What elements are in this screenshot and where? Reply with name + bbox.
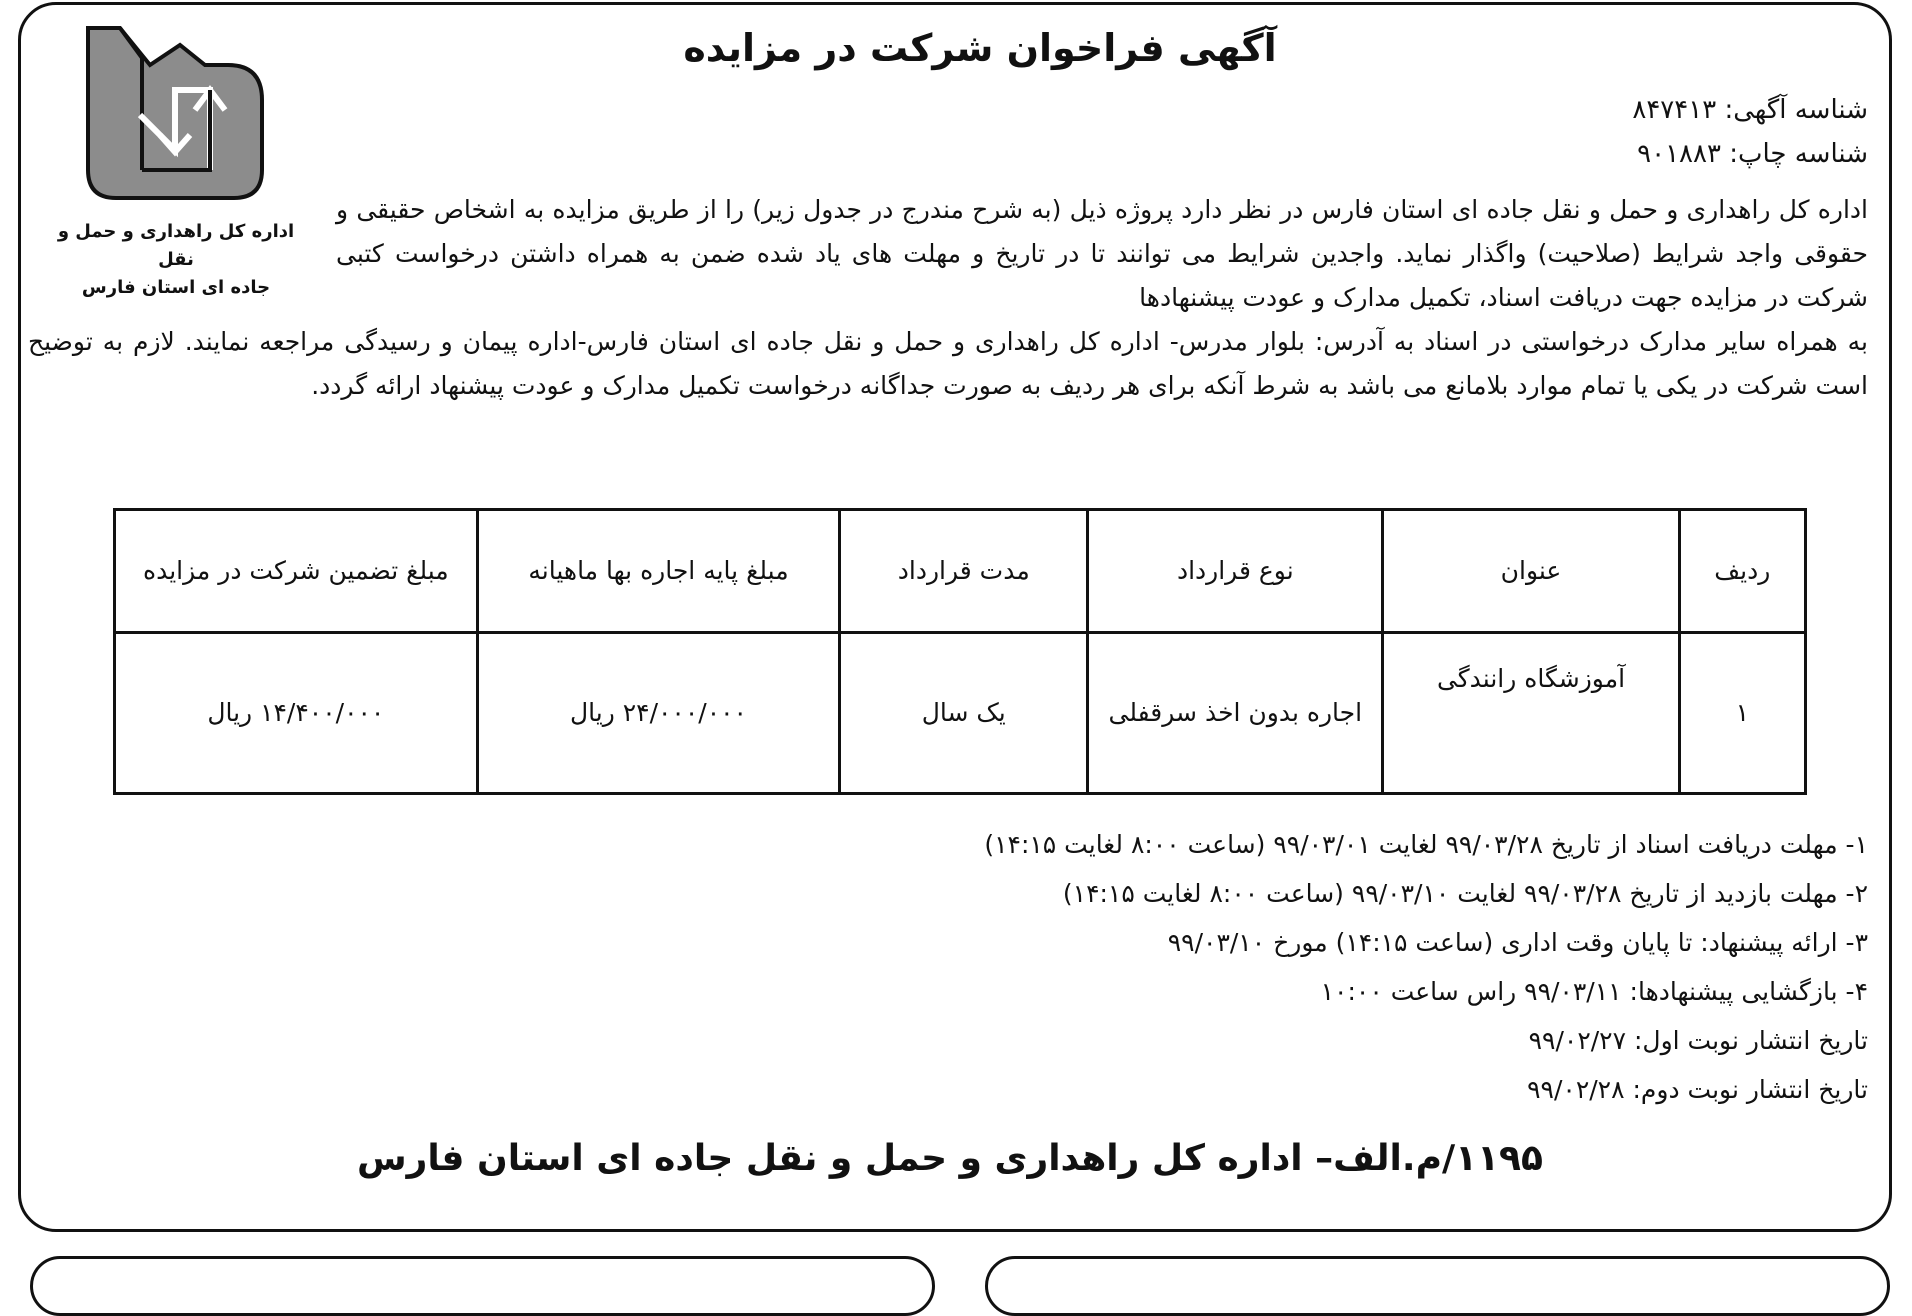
cell-base-rent: ۲۴/۰۰۰/۰۰۰ ریال <box>477 633 840 794</box>
publication-date-second: تاریخ انتشار نوبت دوم: ۹۹/۰۲/۲۸ <box>1527 1075 1868 1104</box>
ad-id-row <box>1632 88 1868 132</box>
col-header-guarantee: مبلغ تضمین شرکت در مزایده <box>115 510 478 633</box>
notice-title: آگهی فراخوان شرکت در مزایده <box>683 26 1277 70</box>
ad-id-value: ۸۴۷۴۱۳ <box>1632 95 1717 125</box>
col-header-base-rent: مبلغ پایه اجاره بها ماهیانه <box>477 510 840 633</box>
cell-contract-type: اجاره بدون اخذ سرقفلی <box>1088 633 1383 794</box>
print-id-row <box>1632 132 1868 176</box>
cell-duration: یک سال <box>840 633 1088 794</box>
intro-paragraph: اداره کل راهداری و حمل و نقل جاده ای استان فارس در نظر دارد پروژه ذیل (به شرح مندرج در جدول زیر) را از طریق مزایده به اشخاص حقیقی و حقوقی واجد شرایط (صلاحیت) واگذار نماید. واجدین شرایط می توانند تا در تاریخ و مهلت های یاد شده ضمن به همراه داشتن درخواست کتبی شرکت در مزایده جهت دریافت اسناد، تکمیل مدارک و عودت پیشنهادها <box>336 195 1868 312</box>
next-notice-frame-right <box>985 1256 1890 1316</box>
org-name <box>40 218 312 302</box>
cell-subject: آموزشگاه رانندگی <box>1383 633 1679 794</box>
schedule-item-documents: ۱- مهلت دریافت اسناد از تاریخ ۹۹/۰۳/۲۸ لغایت ۹۹/۰۳/۰۱ (ساعت ۸:۰۰ لغایت ۱۴:۱۵) <box>984 830 1868 859</box>
table-header-row <box>115 510 1806 633</box>
schedule-item-visit: ۲- مهلت بازدید از تاریخ ۹۹/۰۳/۲۸ لغایت ۹۹/۰۳/۱۰ (ساعت ۸:۰۰ لغایت ۱۴:۱۵) <box>1062 879 1868 908</box>
print-id-value: ۹۰۱۸۸۳ <box>1637 139 1721 169</box>
col-header-duration: مدت قرارداد <box>840 510 1088 633</box>
col-header-row-no: ردیف <box>1679 510 1805 633</box>
notice-identifiers <box>1632 88 1868 176</box>
cell-row-no: ۱ <box>1679 633 1805 794</box>
road-maintenance-logo-icon <box>80 20 270 205</box>
ad-id-label: شناسه آگهی: <box>1724 95 1868 125</box>
publication-date-first: تاریخ انتشار نوبت اول: ۹۹/۰۲/۲۷ <box>1528 1026 1868 1055</box>
col-header-contract-type: نوع قرارداد <box>1088 510 1383 633</box>
auction-table <box>113 508 1807 795</box>
schedule-item-opening: ۴- بازگشایی پیشنهادها: ۹۹/۰۳/۱۱ راس ساعت ۱۰:۰۰ <box>1320 977 1868 1006</box>
schedule-list <box>984 820 1868 1114</box>
cell-guarantee: ۱۴/۴۰۰/۰۰۰ ریال <box>115 633 478 794</box>
print-id-label: شناسه چاپ: <box>1729 139 1868 169</box>
table-row <box>115 633 1806 794</box>
col-header-subject: عنوان <box>1383 510 1679 633</box>
schedule-item-submission: ۳- ارائه پیشنهاد: تا پایان وقت اداری (ساعت ۱۴:۱۵) مورخ ۹۹/۰۳/۱۰ <box>1167 928 1868 957</box>
next-notice-frame-left <box>30 1256 935 1316</box>
footer-signature: ۱۱۹۵/م.الف– اداره کل راهداری و حمل و نقل جاده ای استان فارس <box>357 1138 1543 1179</box>
address-paragraph: به همراه سایر مدارک درخواستی در اسناد به آدرس: بلوار مدرس- اداره کل راهداری و حمل و نقل جاده ای استان فارس-اداره پیمان و رسیدگی مراجعه نمایند. لازم به توضیح است شرکت در یکی یا تمام موارد بلامانع می باشد به شرط آنکه برای هر ردیف به صورت جداگانه درخواست تکمیل مدارک و عودت پیشنهاد ارائه گردد. <box>28 327 1868 400</box>
org-name-line2: جاده ای استان فارس <box>81 277 271 298</box>
org-name-line1: اداره کل راهداری و حمل و نقل <box>57 221 295 270</box>
